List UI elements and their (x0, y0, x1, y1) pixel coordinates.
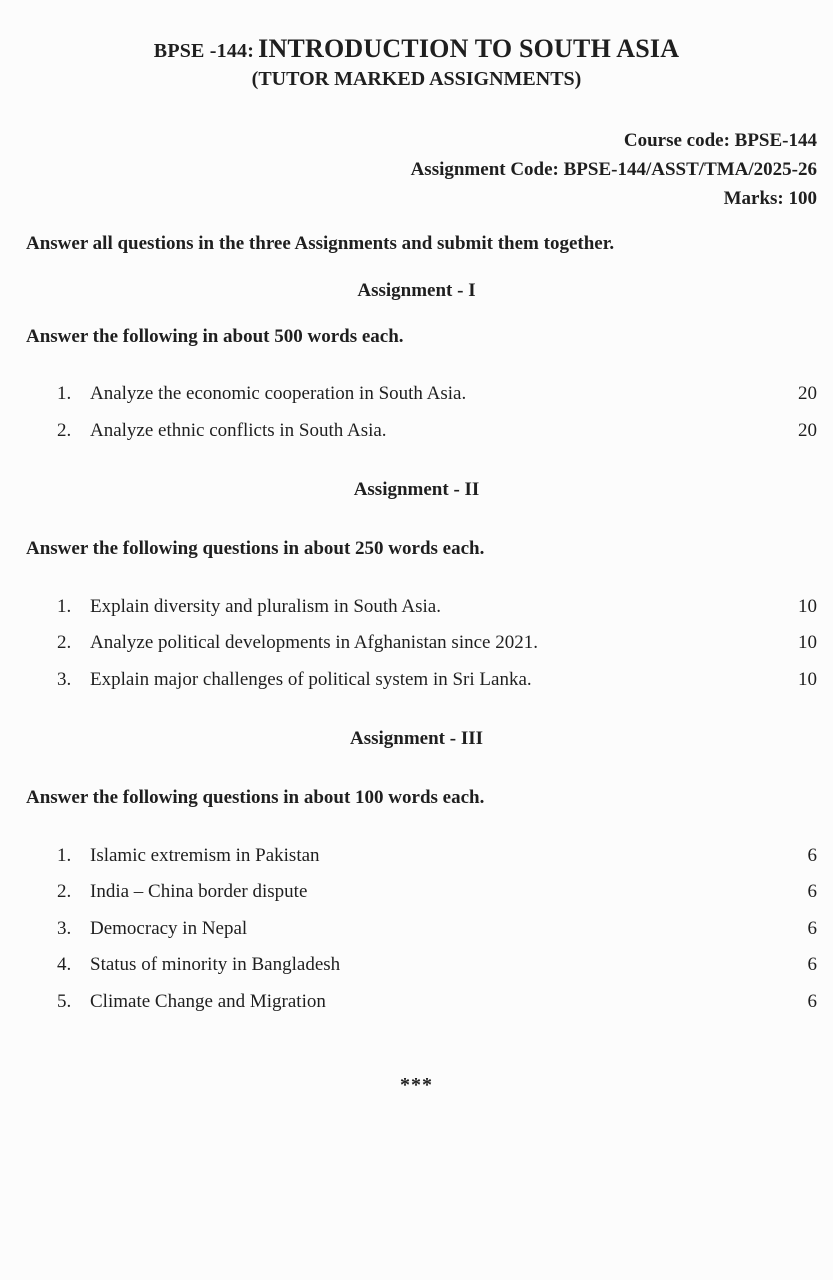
question-text: Analyze political developments in Afghanistan since 2021. (90, 632, 538, 653)
assignment-3-instruction: Answer the following questions in about 100 words each. (26, 787, 485, 808)
question-text: Analyze the economic cooperation in South Asia. (90, 383, 467, 404)
question-marks: 10 (798, 632, 817, 653)
question-row (57, 991, 817, 1013)
question-number: 5. (57, 991, 72, 1012)
question-marks: 6 (807, 954, 817, 975)
course-code-line: Course code: BPSE-144 (623, 130, 817, 151)
question-row (57, 845, 817, 867)
general-instruction: Answer all questions in the three Assignments and submit them together. (26, 233, 615, 254)
question-row (57, 669, 817, 691)
question-number: 3. (57, 918, 72, 939)
question-number: 2. (57, 420, 72, 441)
question-marks: 6 (807, 991, 817, 1012)
question-marks: 6 (807, 881, 817, 902)
question-row (57, 881, 817, 903)
assignment-3-heading: Assignment - III (349, 728, 484, 749)
question-number: 1. (57, 383, 72, 404)
question-marks: 20 (798, 383, 817, 404)
marks-line: Marks: 100 (723, 188, 817, 209)
question-text: Explain diversity and pluralism in South Asia. (90, 596, 441, 617)
question-number: 4. (57, 954, 72, 975)
course-code-prefix: BPSE -144: (153, 40, 255, 62)
assignment-code-line: Assignment Code: BPSE-144/ASST/TMA/2025-26 (410, 159, 817, 180)
question-marks: 6 (807, 918, 817, 939)
question-text: Islamic extremism in Pakistan (90, 845, 320, 866)
question-number: 1. (57, 845, 72, 866)
question-number: 2. (57, 881, 72, 902)
question-marks: 10 (798, 669, 817, 690)
question-row (57, 954, 817, 976)
question-number: 1. (57, 596, 72, 617)
question-marks: 10 (798, 596, 817, 617)
document-subtitle: (TUTOR MARKED ASSIGNMENTS) (251, 68, 582, 90)
assignment-2-instruction: Answer the following questions in about 250 words each. (26, 538, 485, 559)
assignment-1-instruction: Answer the following in about 500 words each. (26, 326, 404, 347)
question-marks: 20 (798, 420, 817, 441)
document-title (0, 34, 833, 64)
question-number: 3. (57, 669, 72, 690)
question-marks: 6 (807, 845, 817, 866)
course-title: INTRODUCTION TO SOUTH ASIA (258, 34, 680, 63)
question-text: India – China border dispute (90, 881, 308, 902)
question-row (57, 632, 817, 654)
question-number: 2. (57, 632, 72, 653)
question-row (57, 383, 817, 405)
question-text: Climate Change and Migration (90, 991, 326, 1012)
question-text: Status of minority in Bangladesh (90, 954, 341, 975)
header-meta-block (411, 126, 817, 213)
question-text: Democracy in Nepal (90, 918, 248, 939)
question-row (57, 918, 817, 940)
end-of-document-marker: *** (400, 1074, 433, 1096)
question-text: Analyze ethnic conflicts in South Asia. (90, 420, 387, 441)
question-row (57, 420, 817, 442)
assignment-1-heading: Assignment - I (357, 280, 476, 301)
question-text: Explain major challenges of political system in Sri Lanka. (90, 669, 532, 690)
question-row (57, 596, 817, 618)
assignment-2-heading: Assignment - II (353, 479, 480, 500)
